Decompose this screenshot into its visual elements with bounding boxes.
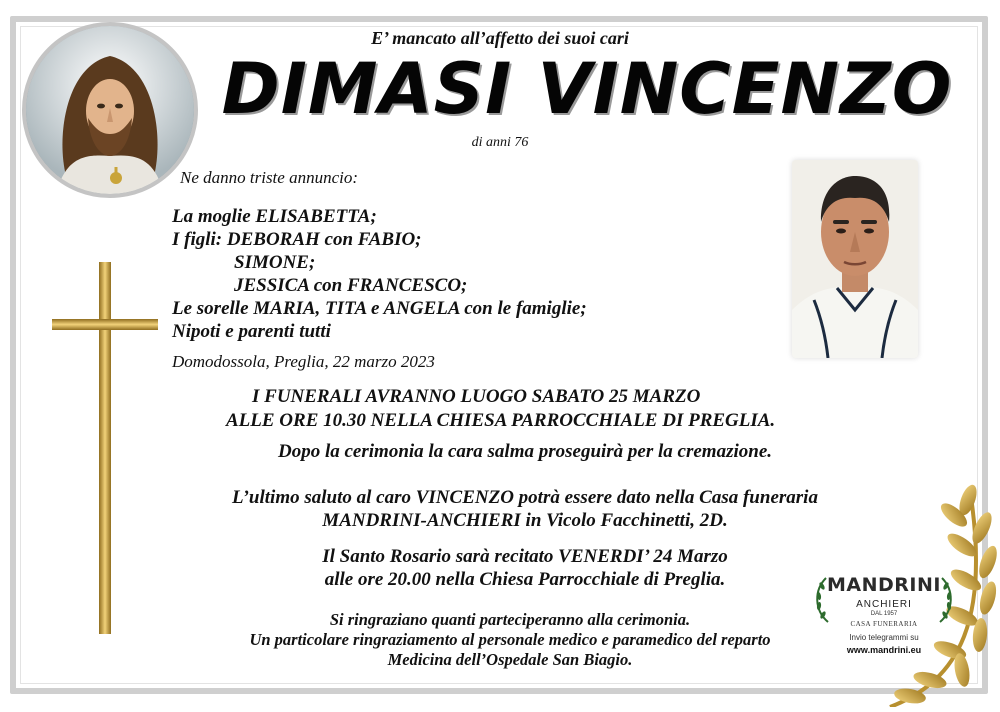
thanks-line: Un particolare ringraziamento al personale medico e paramedico del reparto <box>249 630 771 649</box>
gold-cross-icon <box>52 262 158 634</box>
family-line: Nipoti e parenti tutti <box>172 321 331 342</box>
logo-sub: ANCHIERI <box>856 599 912 610</box>
logo-website: www.mandrini.eu <box>846 645 922 655</box>
family-line: Le sorelle MARIA, TITA e ANGELA con le famiglie; <box>172 298 587 319</box>
deceased-name: DIMASI VINCENZO <box>221 48 953 130</box>
rosary-line: Il Santo Rosario sarà recitato VENERDI’ 24 Marzo <box>322 546 728 567</box>
farewell-line: MANDRINI-ANCHIERI in Vicolo Facchinetti, 2D. <box>322 510 728 531</box>
logo-name: MANDRINI <box>827 574 941 596</box>
thanks-line: Medicina dell’Ospedale San Biagio. <box>387 650 633 669</box>
headline: E’ mancato all’affetto dei suoi cari <box>371 28 629 48</box>
cremation-line: Dopo la cerimonia la cara salma proseguirà per la cremazione. <box>278 441 772 462</box>
funeral-line: ALLE ORE 10.30 NELLA CHIESA PARROCCHIALE DI PREGLIA. <box>226 410 776 431</box>
deceased-photo <box>792 160 918 358</box>
age-line: di anni 76 <box>471 135 529 150</box>
announcement-line: Ne danno triste annuncio: <box>180 168 359 187</box>
funeral-line: I FUNERALI AVRANNO LUOGO SABATO 25 MARZO <box>252 386 701 407</box>
mandrini-logo <box>814 570 954 670</box>
family-list <box>172 205 587 343</box>
farewell-line: L’ultimo saluto al caro VINCENZO potrà essere dato nella Casa funeraria <box>232 487 818 508</box>
logo-type: CASA FUNERARIA <box>850 620 918 628</box>
place-date: Domodossola, Preglia, 22 marzo 2023 <box>172 352 435 371</box>
logo-send-text: Invio telegrammi su <box>849 633 919 642</box>
rosary-line: alle ore 20.00 nella Chiesa Parrocchiale di Preglia. <box>324 569 726 590</box>
family-line: I figli: DEBORAH con FABIO; <box>172 229 422 250</box>
family-line: SIMONE; <box>234 252 316 273</box>
thanks-line: Si ringraziano quanti parteciperanno alla cerimonia. <box>329 610 691 629</box>
family-line: La moglie ELISABETTA; <box>172 206 377 227</box>
logo-since: DAL 1957 <box>870 611 898 617</box>
family-line: JESSICA con FRANCESCO; <box>234 275 468 296</box>
